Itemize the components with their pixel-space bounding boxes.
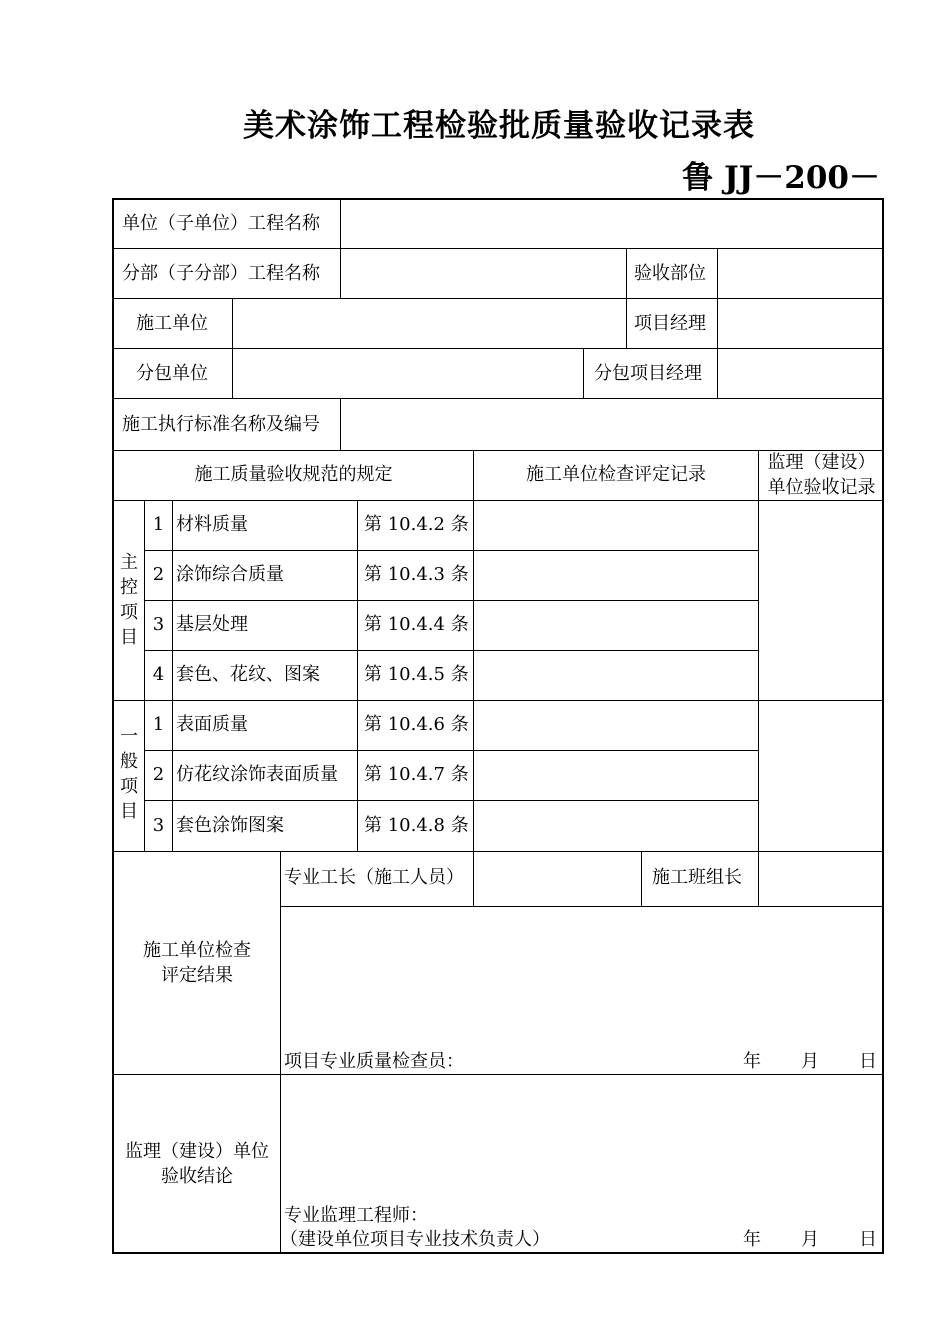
form-code: 鲁 JJ－200－ (682, 160, 880, 196)
subcontract-unit-label: 分包单位 (136, 363, 208, 384)
main-items-label: 主 控 项 目 (120, 552, 138, 648)
supervision-conclusion-label-2: 验收结论 (161, 1166, 233, 1187)
construction-unit-label: 施工单位 (136, 313, 208, 334)
standard-name-label: 施工执行标准名称及编号 (122, 414, 320, 435)
day-label: 日 (859, 1051, 877, 1072)
supervision-column-header-2: 单位验收记录 (767, 477, 876, 498)
check-record-column-header: 施工单位检查评定记录 (526, 464, 706, 485)
inspection-result-label: 施工单位检查 (143, 940, 251, 961)
subpart-project-name-label: 分部（子分部）工程名称 (122, 263, 320, 284)
day-label: 日 (859, 1229, 877, 1250)
project-manager-label: 项目经理 (634, 313, 706, 334)
month-label: 月 (801, 1229, 819, 1250)
inspection-result-label-2: 评定结果 (161, 965, 233, 986)
acceptance-part-label: 验收部位 (634, 263, 706, 284)
supervision-column-header: 监理（建设） (767, 452, 876, 473)
year-label: 年 (743, 1051, 761, 1072)
supervising-engineer-label: 专业监理工程师： (284, 1205, 428, 1226)
unit-project-name-label: 单位（子单位）工程名称 (122, 213, 320, 234)
owner-representative-label: （建设单位项目专业技术负责人） (280, 1229, 550, 1250)
general-items-label: 一 般 项 目 (120, 726, 138, 822)
team-leader-label: 施工班组长 (652, 867, 742, 888)
spec-column-header: 施工质量验收规范的规定 (194, 464, 393, 485)
supervision-conclusion-label: 监理（建设）单位 (125, 1141, 269, 1162)
year-label: 年 (743, 1229, 761, 1250)
subcontract-manager-label: 分包项目经理 (594, 363, 702, 384)
record-table: 单位（子单位）工程名称 分部（子分部）工程名称 验收部位 施工单位 项目经理 分包单位 分包项目经理 施工执行标准名称及编号 施工质量验收规范的规定 施工单位检查评定记录 监理（建设） 单位验收记录 主 控 项 目 1 材料质量 第 10.4.2 条 2 涂饰综合质量 第 10.4.3 条 3 基层处理 第 10.4.4 条 4 套色、花纹、图案 第 10.4.5 条 一 般 项 目 1 表面质量 第 10.4.6 条 2 仿花纹涂饰表面质量 第 10.4.7 条 3 套色涂饰图案 第 10.4.8 条 专业工长（施工人员） 施工班组长 施工单位检查 评定结果 项目专业质量检查员： 年 月 日 监理（建设）单位 验收结论 专业监理工程师： （建设单位项目专业技术负责人） 年 月 日 (112, 198, 884, 1254)
quality-inspector-label: 项目专业质量检查员： (284, 1051, 464, 1072)
month-label: 月 (801, 1051, 819, 1072)
foreman-label: 专业工长（施工人员） (284, 867, 464, 888)
page-title: 美术涂饰工程检验批质量验收记录表 (243, 108, 755, 144)
